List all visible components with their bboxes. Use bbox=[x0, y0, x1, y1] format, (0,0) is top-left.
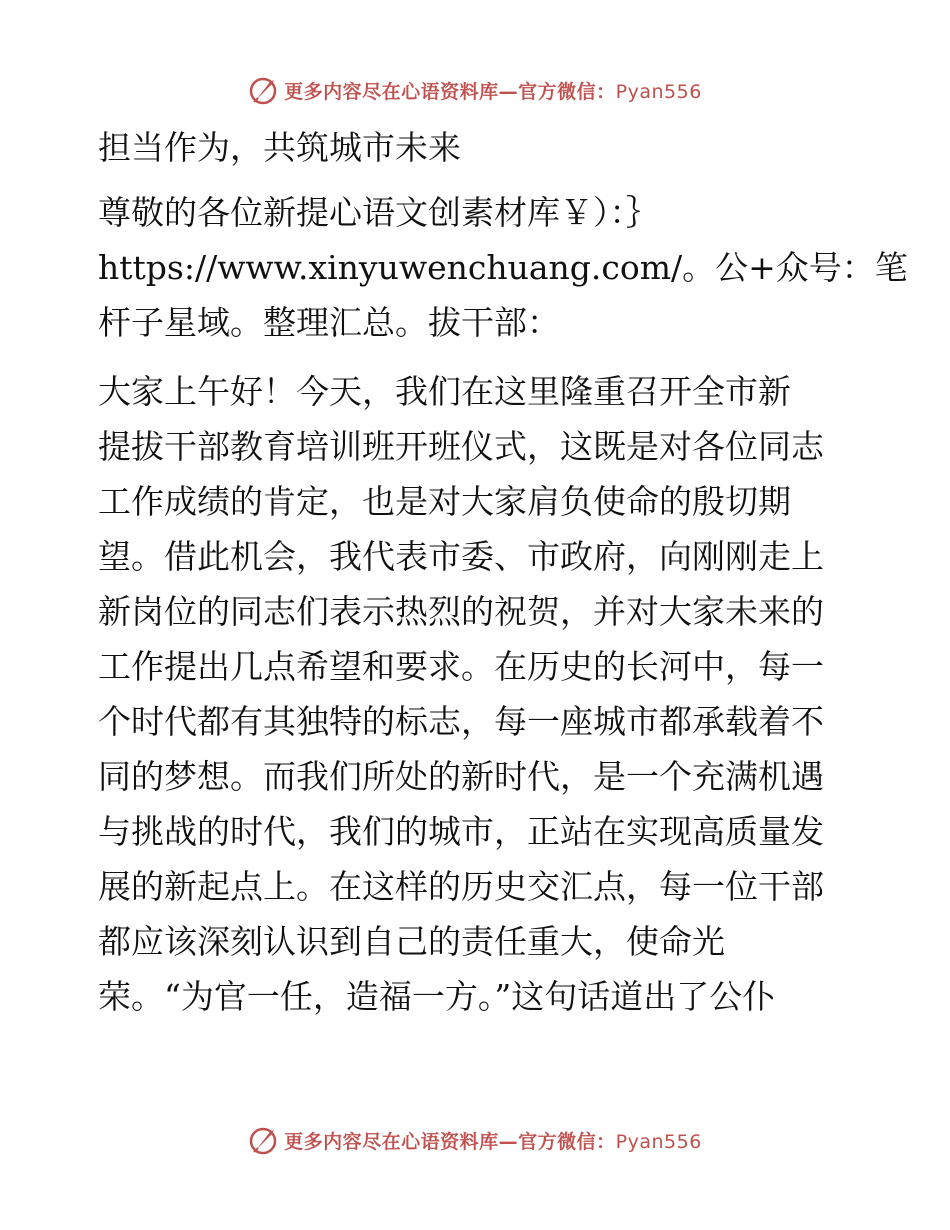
paragraph-salutation bbox=[98, 185, 908, 350]
quill-logo-icon bbox=[248, 1124, 280, 1156]
text-line: 工作成绩的肯定，也是对大家肩负使命的殷切期 bbox=[98, 482, 791, 521]
document-body bbox=[98, 120, 908, 1024]
text-line: 个时代都有其独特的标志，每一座城市都承载着不 bbox=[98, 702, 824, 741]
paragraph-body bbox=[98, 364, 858, 1024]
text-line: 荣。“为官一任，造福一方。”这句话道出了公仆 bbox=[98, 977, 776, 1016]
text-line: 尊敬的各位新提心语文创素材库￥）：｝ bbox=[98, 193, 659, 232]
footer-watermark-banner bbox=[0, 1120, 950, 1160]
watermark-text: 更多内容尽在心语资料库—官方微信：Pyan556 bbox=[284, 1130, 702, 1153]
quill-logo-icon bbox=[248, 74, 280, 106]
text-line: 提拔干部教育培训班开班仪式，这既是对各位同志 bbox=[98, 427, 824, 466]
header-watermark-banner bbox=[0, 70, 950, 110]
document-title: 担当作为，共筑城市未来 bbox=[98, 128, 461, 167]
text-line: 工作提出几点希望和要求。在历史的长河中，每一 bbox=[98, 647, 824, 686]
text-line: 展的新起点上。在这样的历史交汇点，每一位干部 bbox=[98, 867, 824, 906]
text-line: 与挑战的时代，我们的城市，正站在实现高质量发 bbox=[98, 812, 824, 851]
text-line: 新岗位的同志们表示热烈的祝贺，并对大家未来的 bbox=[98, 592, 824, 631]
text-line: 杆子星域。整理汇总。拔干部： bbox=[98, 303, 560, 342]
text-line: 大家上午好！今天，我们在这里隆重召开全市新 bbox=[98, 372, 791, 411]
watermark-text: 更多内容尽在心语资料库—官方微信：Pyan556 bbox=[284, 80, 702, 103]
text-line: 同的梦想。而我们所处的新时代，是一个充满机遇 bbox=[98, 757, 824, 796]
text-line: 望。借此机会，我代表市委、市政府，向刚刚走上 bbox=[98, 537, 824, 576]
text-line: https://www.xinyuwenchuang.com/。公+众号：笔 bbox=[98, 248, 908, 287]
text-line: 都应该深刻认识到自己的责任重大，使命光 bbox=[98, 922, 725, 961]
